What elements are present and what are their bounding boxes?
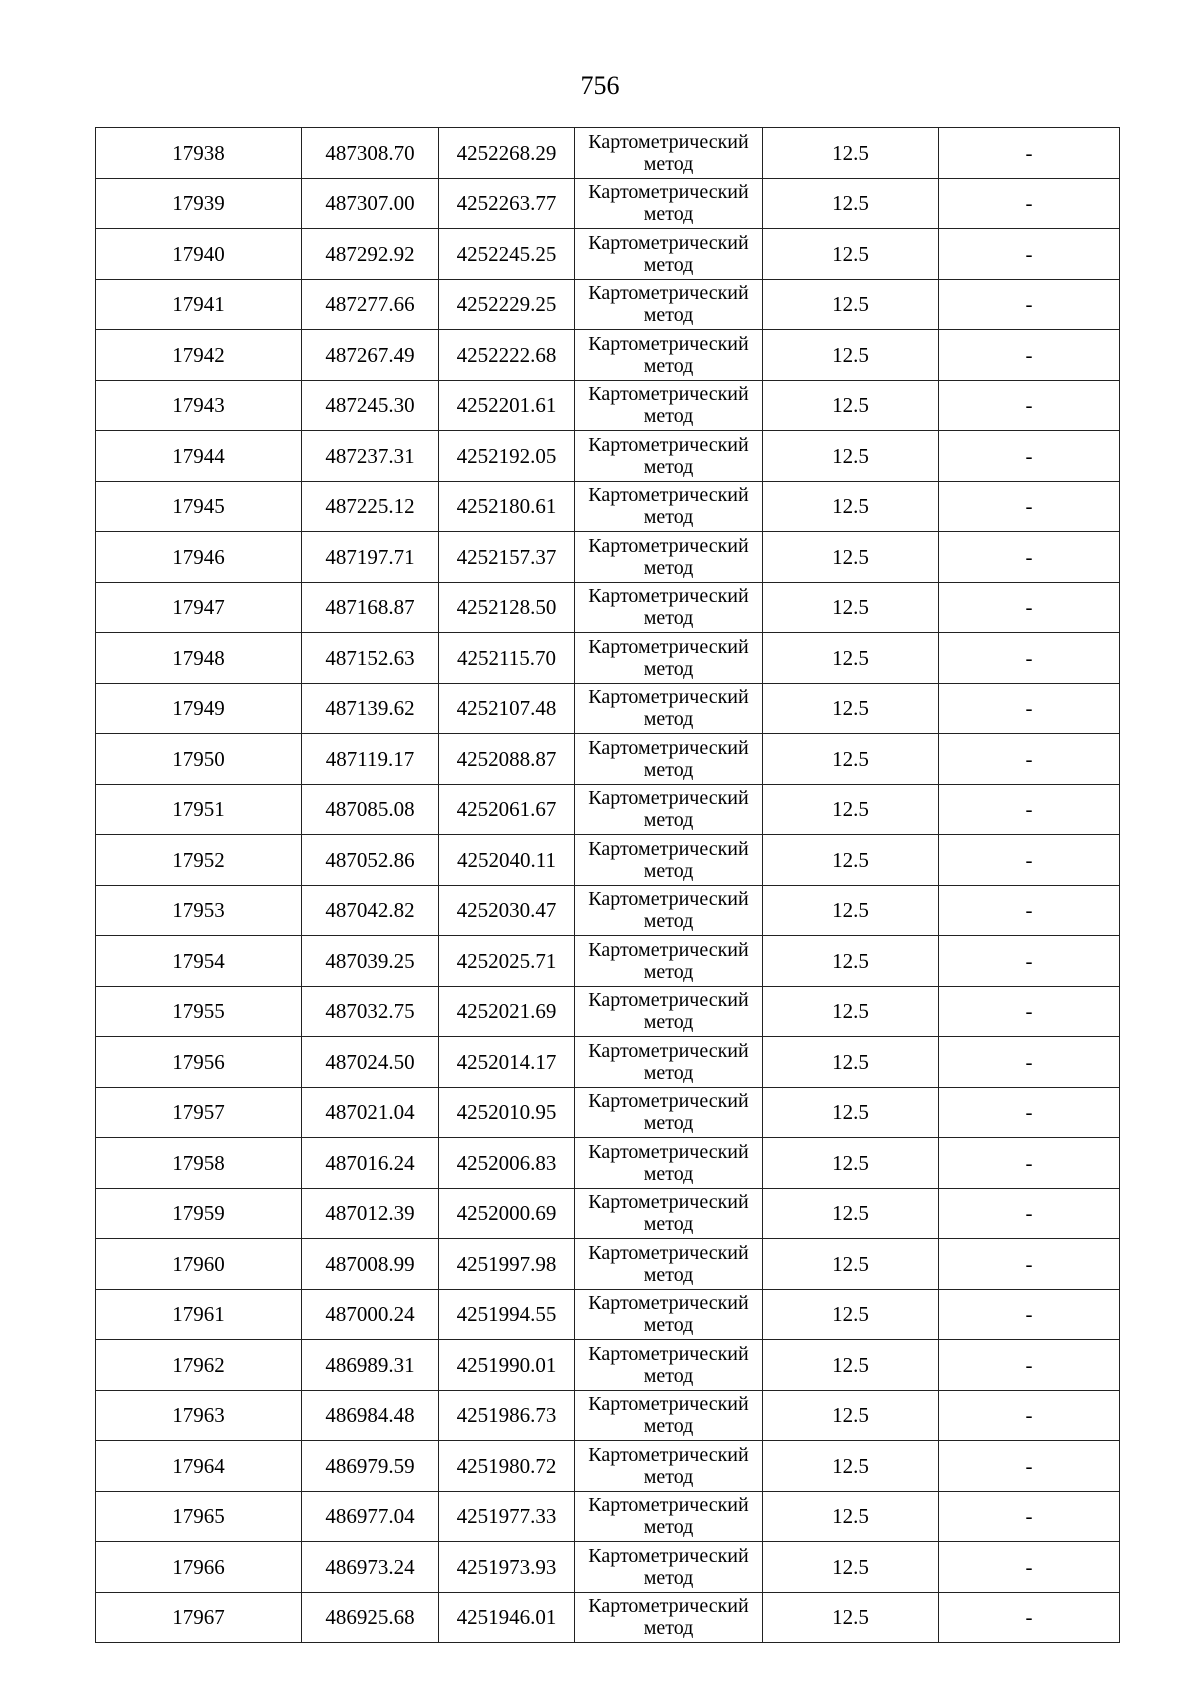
x-coordinate-cell: 487225.12 [302,481,439,532]
table-row [96,481,1120,532]
note-cell: - [939,885,1120,936]
method-line-2: метод [643,960,694,983]
accuracy-cell: 12.5 [763,1340,939,1391]
table-row [96,1390,1120,1441]
accuracy-cell: 12.5 [763,1441,939,1492]
method-cell [575,835,763,886]
method-line-1: Картометрический [588,888,749,911]
y-coordinate-cell: 4251977.33 [439,1491,575,1542]
accuracy-cell: 12.5 [763,1592,939,1643]
method-line-1: Картометрический [588,1595,749,1618]
x-coordinate-cell: 487308.70 [302,128,439,179]
method-line-1: Картометрический [588,1191,749,1214]
point-number-cell: 17939 [96,178,302,229]
note-cell: - [939,582,1120,633]
method-cell [575,431,763,482]
note-cell: - [939,481,1120,532]
y-coordinate-cell: 4252000.69 [439,1188,575,1239]
method-line-2: метод [643,556,694,579]
table-row [96,128,1120,179]
method-line-2: метод [643,758,694,781]
x-coordinate-cell: 487237.31 [302,431,439,482]
method-line-1: Картометрический [588,433,749,456]
method-line-1: Картометрический [588,332,749,355]
point-number-cell: 17946 [96,532,302,583]
table-row [96,885,1120,936]
x-coordinate-cell: 487152.63 [302,633,439,684]
method-line-1: Картометрический [588,1342,749,1365]
x-coordinate-cell: 487119.17 [302,734,439,785]
method-line-1: Картометрический [588,1292,749,1315]
accuracy-cell: 12.5 [763,1188,939,1239]
point-number-cell: 17966 [96,1542,302,1593]
method-line-2: метод [643,1516,694,1539]
y-coordinate-cell: 4251946.01 [439,1592,575,1643]
method-line-2: метод [643,1061,694,1084]
method-cell [575,1188,763,1239]
table-row [96,1289,1120,1340]
method-line-1: Картометрический [588,1393,749,1416]
method-line-2: метод [643,1112,694,1135]
method-line-2: метод [643,253,694,276]
y-coordinate-cell: 4252115.70 [439,633,575,684]
method-cell [575,279,763,330]
point-number-cell: 17954 [96,936,302,987]
method-cell [575,633,763,684]
method-line-1: Картометрический [588,989,749,1012]
accuracy-cell: 12.5 [763,1542,939,1593]
y-coordinate-cell: 4252014.17 [439,1037,575,1088]
y-coordinate-cell: 4252061.67 [439,784,575,835]
y-coordinate-cell: 4252025.71 [439,936,575,987]
method-cell [575,1340,763,1391]
table-row [96,1592,1120,1643]
note-cell: - [939,1390,1120,1441]
coordinates-table-body [96,128,1120,1643]
y-coordinate-cell: 4252263.77 [439,178,575,229]
method-cell [575,380,763,431]
accuracy-cell: 12.5 [763,734,939,785]
x-coordinate-cell: 487307.00 [302,178,439,229]
accuracy-cell: 12.5 [763,936,939,987]
x-coordinate-cell: 487139.62 [302,683,439,734]
point-number-cell: 17943 [96,380,302,431]
note-cell: - [939,683,1120,734]
note-cell: - [939,279,1120,330]
method-line-1: Картометрический [588,1039,749,1062]
method-line-1: Картометрический [588,635,749,658]
accuracy-cell: 12.5 [763,330,939,381]
method-line-1: Картометрический [588,938,749,961]
point-number-cell: 17965 [96,1491,302,1542]
x-coordinate-cell: 487039.25 [302,936,439,987]
note-cell: - [939,431,1120,482]
table-row [96,1542,1120,1593]
method-line-2: метод [643,1011,694,1034]
y-coordinate-cell: 4251973.93 [439,1542,575,1593]
x-coordinate-cell: 486925.68 [302,1592,439,1643]
method-line-2: метод [643,607,694,630]
note-cell: - [939,1592,1120,1643]
point-number-cell: 17958 [96,1138,302,1189]
point-number-cell: 17950 [96,734,302,785]
y-coordinate-cell: 4252180.61 [439,481,575,532]
note-cell: - [939,1087,1120,1138]
x-coordinate-cell: 487267.49 [302,330,439,381]
x-coordinate-cell: 487197.71 [302,532,439,583]
method-line-2: метод [643,1415,694,1438]
y-coordinate-cell: 4251980.72 [439,1441,575,1492]
point-number-cell: 17940 [96,229,302,280]
point-number-cell: 17945 [96,481,302,532]
note-cell: - [939,936,1120,987]
point-number-cell: 17944 [96,431,302,482]
method-cell [575,330,763,381]
note-cell: - [939,532,1120,583]
method-line-1: Картометрический [588,787,749,810]
point-number-cell: 17957 [96,1087,302,1138]
table-row [96,1138,1120,1189]
table-row [96,633,1120,684]
x-coordinate-cell: 487042.82 [302,885,439,936]
method-line-1: Картометрический [588,1544,749,1567]
table-row [96,683,1120,734]
table-row [96,835,1120,886]
accuracy-cell: 12.5 [763,1138,939,1189]
y-coordinate-cell: 4252010.95 [439,1087,575,1138]
point-number-cell: 17952 [96,835,302,886]
method-line-2: метод [643,1263,694,1286]
note-cell: - [939,380,1120,431]
x-coordinate-cell: 487032.75 [302,986,439,1037]
method-cell [575,1289,763,1340]
method-cell [575,885,763,936]
note-cell: - [939,128,1120,179]
method-cell [575,1037,763,1088]
y-coordinate-cell: 4252268.29 [439,128,575,179]
accuracy-cell: 12.5 [763,229,939,280]
point-number-cell: 17942 [96,330,302,381]
point-number-cell: 17948 [96,633,302,684]
method-line-1: Картометрический [588,1090,749,1113]
method-line-2: метод [643,1213,694,1236]
note-cell: - [939,784,1120,835]
method-line-2: метод [643,506,694,529]
method-line-1: Картометрический [588,231,749,254]
method-cell [575,481,763,532]
y-coordinate-cell: 4251994.55 [439,1289,575,1340]
table-row [96,1239,1120,1290]
accuracy-cell: 12.5 [763,582,939,633]
method-line-1: Картометрический [588,282,749,305]
accuracy-cell: 12.5 [763,1037,939,1088]
method-line-1: Картометрический [588,837,749,860]
x-coordinate-cell: 487168.87 [302,582,439,633]
method-line-2: метод [643,1162,694,1185]
accuracy-cell: 12.5 [763,784,939,835]
x-coordinate-cell: 487085.08 [302,784,439,835]
x-coordinate-cell: 487024.50 [302,1037,439,1088]
method-cell [575,986,763,1037]
y-coordinate-cell: 4251990.01 [439,1340,575,1391]
method-line-2: метод [643,1364,694,1387]
x-coordinate-cell: 487021.04 [302,1087,439,1138]
table-row [96,330,1120,381]
point-number-cell: 17955 [96,986,302,1037]
method-cell [575,128,763,179]
note-cell: - [939,835,1120,886]
x-coordinate-cell: 486989.31 [302,1340,439,1391]
y-coordinate-cell: 4252192.05 [439,431,575,482]
method-line-1: Картометрический [588,585,749,608]
table-row [96,431,1120,482]
method-line-2: метод [643,455,694,478]
x-coordinate-cell: 486979.59 [302,1441,439,1492]
table-row [96,1441,1120,1492]
method-line-2: метод [643,859,694,882]
y-coordinate-cell: 4252229.25 [439,279,575,330]
method-line-2: метод [643,657,694,680]
y-coordinate-cell: 4252222.68 [439,330,575,381]
method-line-1: Картометрический [588,1494,749,1517]
y-coordinate-cell: 4252006.83 [439,1138,575,1189]
x-coordinate-cell: 486977.04 [302,1491,439,1542]
x-coordinate-cell: 486973.24 [302,1542,439,1593]
method-line-2: метод [643,405,694,428]
x-coordinate-cell: 487016.24 [302,1138,439,1189]
table-row [96,734,1120,785]
method-line-2: метод [643,1617,694,1640]
method-line-2: метод [643,1566,694,1589]
y-coordinate-cell: 4252245.25 [439,229,575,280]
method-line-1: Картометрический [588,181,749,204]
accuracy-cell: 12.5 [763,1289,939,1340]
x-coordinate-cell: 486984.48 [302,1390,439,1441]
point-number-cell: 17953 [96,885,302,936]
x-coordinate-cell: 487277.66 [302,279,439,330]
coordinates-table [95,127,1120,1643]
accuracy-cell: 12.5 [763,128,939,179]
table-row [96,1340,1120,1391]
method-cell [575,582,763,633]
method-cell [575,1441,763,1492]
x-coordinate-cell: 487245.30 [302,380,439,431]
method-cell [575,936,763,987]
accuracy-cell: 12.5 [763,380,939,431]
x-coordinate-cell: 487052.86 [302,835,439,886]
table-row [96,1491,1120,1542]
table-row [96,229,1120,280]
method-cell [575,1239,763,1290]
accuracy-cell: 12.5 [763,1390,939,1441]
method-line-2: метод [643,152,694,175]
table-row [96,784,1120,835]
point-number-cell: 17949 [96,683,302,734]
method-cell [575,1491,763,1542]
accuracy-cell: 12.5 [763,279,939,330]
table-row [96,1087,1120,1138]
table-row [96,582,1120,633]
accuracy-cell: 12.5 [763,633,939,684]
method-line-2: метод [643,910,694,933]
accuracy-cell: 12.5 [763,885,939,936]
accuracy-cell: 12.5 [763,532,939,583]
x-coordinate-cell: 487012.39 [302,1188,439,1239]
method-cell [575,784,763,835]
y-coordinate-cell: 4252021.69 [439,986,575,1037]
table-row [96,1188,1120,1239]
method-cell [575,532,763,583]
y-coordinate-cell: 4252157.37 [439,532,575,583]
method-line-2: метод [643,1314,694,1337]
method-line-1: Картометрический [588,736,749,759]
x-coordinate-cell: 487008.99 [302,1239,439,1290]
note-cell: - [939,1138,1120,1189]
point-number-cell: 17963 [96,1390,302,1441]
point-number-cell: 17964 [96,1441,302,1492]
y-coordinate-cell: 4251997.98 [439,1239,575,1290]
y-coordinate-cell: 4252201.61 [439,380,575,431]
method-cell [575,1542,763,1593]
method-cell [575,1138,763,1189]
method-line-2: метод [643,708,694,731]
note-cell: - [939,734,1120,785]
point-number-cell: 17967 [96,1592,302,1643]
accuracy-cell: 12.5 [763,431,939,482]
note-cell: - [939,229,1120,280]
note-cell: - [939,1441,1120,1492]
method-line-1: Картометрический [588,686,749,709]
note-cell: - [939,1542,1120,1593]
method-line-1: Картометрический [588,484,749,507]
note-cell: - [939,1239,1120,1290]
point-number-cell: 17960 [96,1239,302,1290]
method-cell [575,1390,763,1441]
method-cell [575,1592,763,1643]
accuracy-cell: 12.5 [763,1491,939,1542]
point-number-cell: 17941 [96,279,302,330]
table-row [96,279,1120,330]
note-cell: - [939,633,1120,684]
point-number-cell: 17938 [96,128,302,179]
method-line-1: Картометрический [588,1241,749,1264]
method-line-1: Картометрический [588,1140,749,1163]
accuracy-cell: 12.5 [763,986,939,1037]
method-line-2: метод [643,1465,694,1488]
point-number-cell: 17956 [96,1037,302,1088]
note-cell: - [939,1340,1120,1391]
accuracy-cell: 12.5 [763,835,939,886]
method-line-2: метод [643,203,694,226]
accuracy-cell: 12.5 [763,1239,939,1290]
method-line-2: метод [643,354,694,377]
x-coordinate-cell: 487292.92 [302,229,439,280]
y-coordinate-cell: 4251986.73 [439,1390,575,1441]
note-cell: - [939,1188,1120,1239]
table-row [96,532,1120,583]
y-coordinate-cell: 4252128.50 [439,582,575,633]
y-coordinate-cell: 4252040.11 [439,835,575,886]
note-cell: - [939,986,1120,1037]
method-line-1: Картометрический [588,1443,749,1466]
accuracy-cell: 12.5 [763,683,939,734]
note-cell: - [939,1491,1120,1542]
method-cell [575,1087,763,1138]
method-cell [575,734,763,785]
point-number-cell: 17947 [96,582,302,633]
method-cell [575,229,763,280]
table-row [96,178,1120,229]
page-number: 756 [580,71,620,100]
y-coordinate-cell: 4252088.87 [439,734,575,785]
method-line-1: Картометрический [588,130,749,153]
point-number-cell: 17951 [96,784,302,835]
note-cell: - [939,178,1120,229]
method-line-2: метод [643,304,694,327]
accuracy-cell: 12.5 [763,1087,939,1138]
point-number-cell: 17959 [96,1188,302,1239]
point-number-cell: 17961 [96,1289,302,1340]
note-cell: - [939,330,1120,381]
method-line-2: метод [643,809,694,832]
y-coordinate-cell: 4252107.48 [439,683,575,734]
method-cell [575,683,763,734]
table-row [96,380,1120,431]
accuracy-cell: 12.5 [763,178,939,229]
method-line-1: Картометрический [588,383,749,406]
y-coordinate-cell: 4252030.47 [439,885,575,936]
method-cell [575,178,763,229]
table-row [96,936,1120,987]
table-row [96,986,1120,1037]
note-cell: - [939,1037,1120,1088]
x-coordinate-cell: 487000.24 [302,1289,439,1340]
point-number-cell: 17962 [96,1340,302,1391]
method-line-1: Картометрический [588,534,749,557]
table-row [96,1037,1120,1088]
accuracy-cell: 12.5 [763,481,939,532]
note-cell: - [939,1289,1120,1340]
